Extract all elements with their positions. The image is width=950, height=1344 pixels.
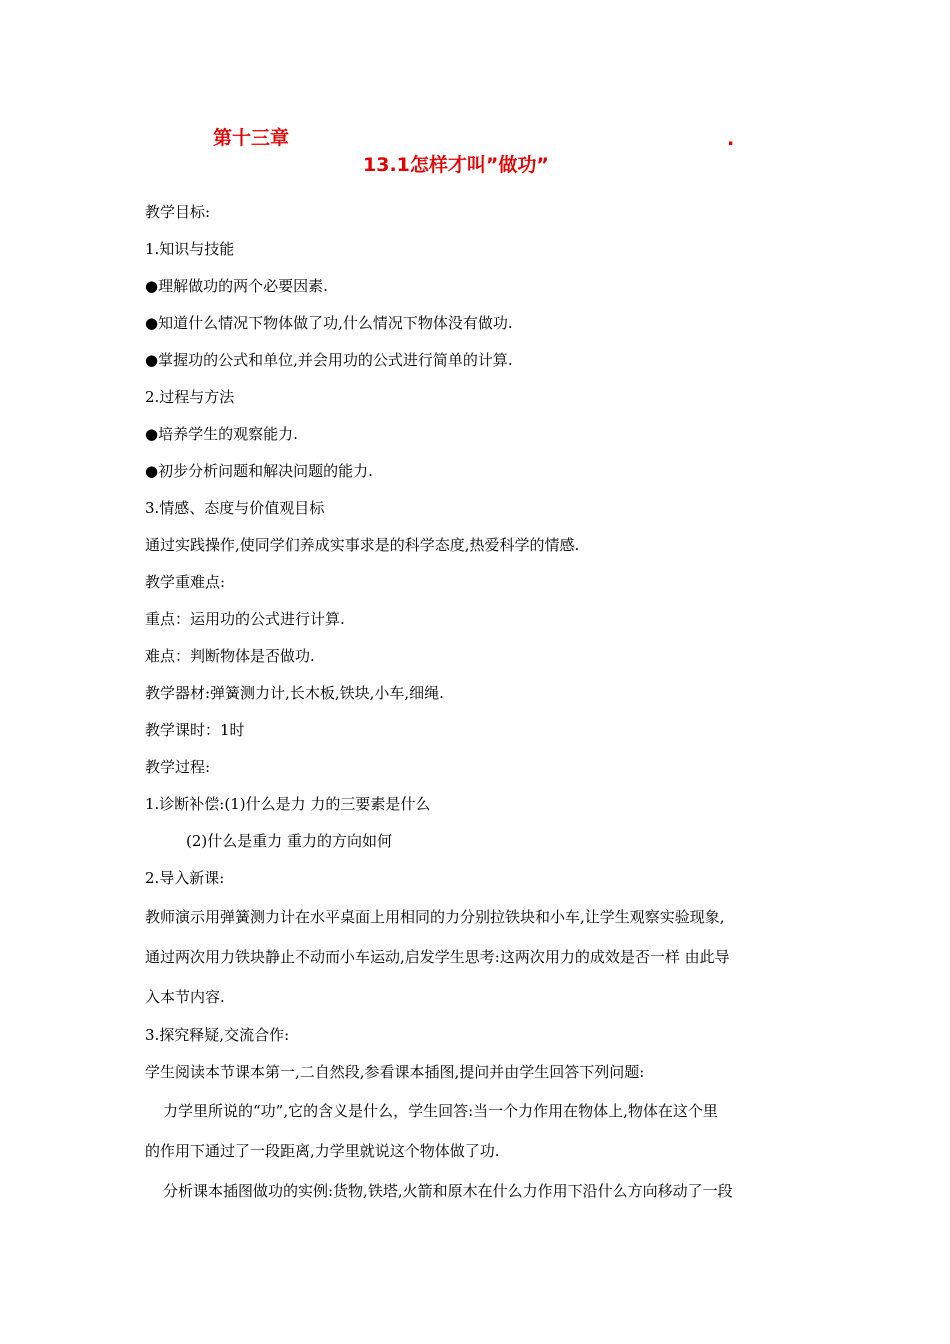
chapter-heading: 第十三章 — [213, 127, 290, 149]
text-line: 学生阅读本节课本第一,二自然段,参看课本插图,提问并由学生回答下列问题: — [145, 1063, 645, 1081]
text-line: 教学目标: — [145, 203, 211, 221]
text-line: 通过实践操作,使同学们养成实事求是的科学态度,热爱科学的情感. — [145, 536, 580, 554]
text-line: ●知道什么情况下物体做了功,什么情况下物体没有做功. — [145, 314, 513, 332]
text-line: (2)什么是重力 重力的方向如何 — [186, 832, 393, 850]
text-line: 教学课时：1时 — [145, 721, 245, 739]
text-line: 教师演示用弹簧测力计在水平桌面上用相同的力分别拉铁块和小车,让学生观察实验现象, — [145, 908, 725, 926]
text-line: ●理解做功的两个必要因素. — [145, 277, 328, 295]
text-line: 重点：运用功的公式进行计算. — [145, 610, 345, 628]
lesson-title: 13.1怎样才叫”做功” — [363, 154, 549, 176]
text-line: 教学器材:弹簧测力计,长木板,铁块,小车,细绳. — [145, 684, 444, 702]
text-line: ●初步分析问题和解决问题的能力. — [145, 462, 373, 480]
text-line: ●培养学生的观察能力. — [145, 425, 298, 443]
heading-dot: . — [727, 128, 735, 150]
text-line: 的作用下通过了一段距离,力学里就说这个物体做了功. — [145, 1142, 500, 1160]
text-line: 力学里所说的“功”,它的含义是什么，学生回答:当一个力作用在物体上,物体在这个里 — [163, 1102, 718, 1120]
text-line: 难点：判断物体是否做功. — [145, 647, 315, 665]
text-line: 入本节内容. — [145, 988, 225, 1006]
text-line: 分析课本插图做功的实例:货物,铁塔,火箭和原木在什么力作用下沿什么方向移动了一段 — [163, 1182, 733, 1200]
text-line: 1.诊断补偿:(1)什么是力 力的三要素是什么 — [145, 795, 431, 813]
text-line: 3.情感、态度与价值观目标 — [145, 499, 325, 517]
text-line: 2.过程与方法 — [145, 388, 235, 406]
text-line: 1.知识与技能 — [145, 240, 235, 258]
text-line: 2.导入新课: — [145, 869, 225, 887]
text-line: 通过两次用力铁块静止不动而小车运动,启发学生思考:这两次用力的成效是否一样 由此导 — [145, 948, 730, 966]
text-line: 教学重难点: — [145, 573, 226, 591]
text-line: 教学过程: — [145, 758, 211, 776]
text-line: 3.探究释疑,交流合作: — [145, 1026, 290, 1044]
text-line: ●掌握功的公式和单位,并会用功的公式进行简单的计算. — [145, 351, 513, 369]
